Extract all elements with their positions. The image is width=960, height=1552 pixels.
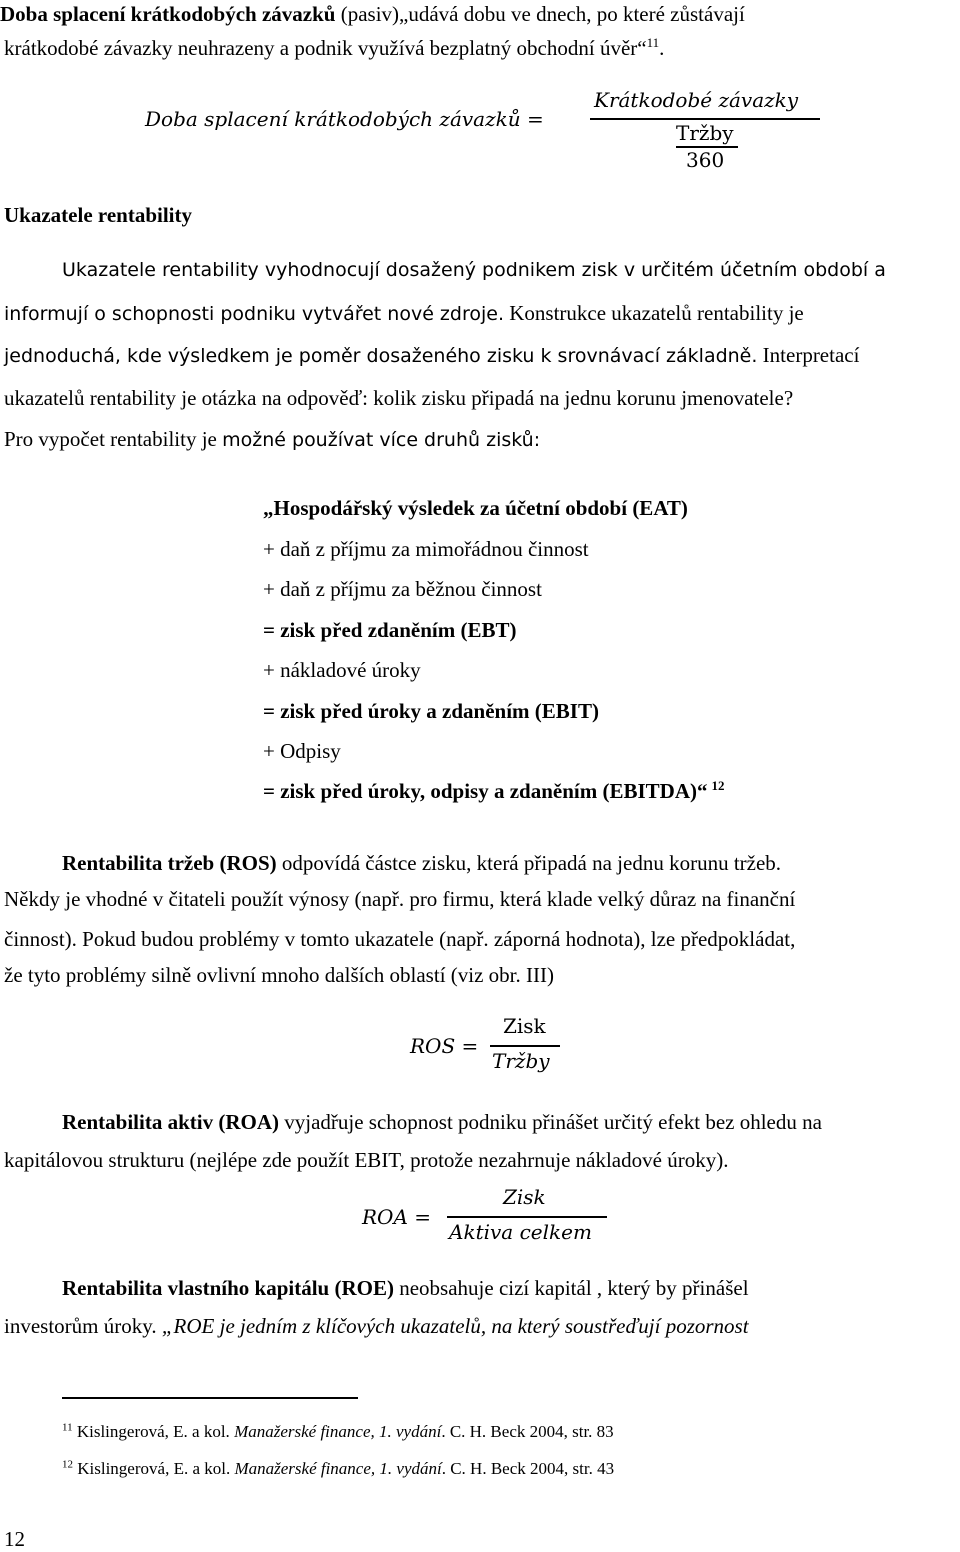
profit-list-item-text: = zisk před zdaněním (EBT)	[263, 618, 517, 642]
intro-line-1	[0, 2, 960, 27]
profit-list-item-text: = zisk před úroky a zdaněním (EBIT)	[263, 699, 599, 723]
roe-line-2	[4, 1314, 749, 1339]
footnote-11-post: . C. H. Beck 2004, str. 83	[441, 1422, 614, 1441]
ros-formula-lhs: ROS =	[410, 1034, 479, 1058]
footnote-12-post: . C. H. Beck 2004, str. 43	[441, 1459, 615, 1478]
intro-line-2	[4, 36, 960, 61]
formula1-lhs: Doba splacení krátkodobých závazků =	[145, 107, 544, 131]
para1-line-3a: jednoduchá, kde výsledkem je poměr dosaženého zisku k srovnávací základně.	[4, 345, 758, 367]
footnote-12	[62, 1459, 614, 1479]
roa-line-1-text: vyjadřuje schopnost podniku přinášet určitý efekt bez ohledu na	[279, 1110, 822, 1134]
footnote-12-pre: Kislingerová, E. a kol.	[73, 1459, 235, 1478]
roe-term: Rentabilita vlastního kapitálu (ROE)	[62, 1276, 394, 1300]
para1-line-5a: Pro vypočet rentability je	[4, 427, 223, 451]
ros-line-1	[62, 851, 781, 876]
roa-term: Rentabilita aktiv (ROA)	[62, 1110, 279, 1134]
profit-list-item-text: „Hospodářský výsledek za účetní období (EAT)	[263, 496, 688, 520]
footnote-11	[62, 1422, 614, 1442]
ros-line-4: že tyto problémy silně ovlivní mnoho dalších oblastí (viz obr. III)	[4, 963, 554, 987]
profit-list-item	[263, 618, 517, 643]
profit-list-item	[263, 537, 589, 562]
para1-line-2b: Konstrukce ukazatelů rentability je	[504, 301, 804, 325]
ros-formula-num: Zisk	[503, 1014, 546, 1038]
formula1-numerator: Krátkodobé závazky	[594, 88, 799, 112]
profit-list-item-text: + daň z příjmu za běžnou činnost	[263, 577, 542, 601]
para1-line-5b: možné používat více druhů zisků:	[222, 429, 541, 451]
page-number: 12	[4, 1527, 25, 1551]
profit-list-item	[263, 699, 599, 724]
formula1-den-num: Tržby	[676, 121, 734, 145]
roa-formula-num: Zisk	[503, 1185, 546, 1209]
para1-line-5	[4, 427, 540, 452]
intro-title-rest: (pasiv)„udává dobu ve dnech, po které zůstávají	[335, 2, 745, 26]
roe-quote: „ROE je jedním z klíčových ukazatelů, na který soustřeďují pozornost	[161, 1314, 749, 1338]
section-heading: Ukazatele rentability	[4, 203, 192, 227]
intro-title: Doba splacení krátkodobých závazků	[0, 2, 336, 26]
profit-list-item-text: + Odpisy	[263, 739, 341, 763]
roe-line-1-text: neobsahuje cizí kapitál , který by přinášel	[393, 1276, 749, 1300]
footnote-11-number: 11	[62, 1421, 73, 1434]
profit-list-item	[263, 658, 421, 683]
para1-line-2	[4, 301, 804, 326]
profit-list-item-text: + nákladové úroky	[263, 658, 421, 682]
roa-line-1	[62, 1110, 822, 1135]
profit-list-item	[263, 496, 688, 521]
roa-line-2: kapitálovou strukturu (nejlépe zde použít EBIT, protože nezahrnuje nákladové úroky).	[4, 1148, 729, 1172]
ros-line-3: činnost). Pokud budou problémy v tomto ukazatele (např. záporná hodnota), lze předpokládat,	[4, 927, 796, 951]
profit-list-item	[263, 577, 542, 602]
intro-line-2-text: krátkodobé závazky neuhrazeny a podnik využívá bezplatný obchodní úvěr“	[4, 36, 647, 60]
roa-formula-bar	[447, 1216, 607, 1218]
ros-line-1-text: odpovídá částce zisku, která připadá na jednu korunu tržeb.	[276, 851, 782, 875]
formula1-fraction-bar	[590, 118, 820, 120]
para1-line-4: ukazatelů rentability je otázka na odpověď: kolik zisku připadá na jednu korunu jmenovatele?	[4, 386, 794, 410]
footnote-ref-11: 11	[646, 35, 660, 50]
para1-line-2a: informují o schopnosti podniku vytvářet nové zdroje.	[4, 303, 504, 325]
footnote-12-number: 12	[62, 1458, 73, 1471]
ros-formula-den: Tržby	[492, 1049, 550, 1073]
para1-line-1: Ukazatele rentability vyhodnocují dosažený podnikem zisk v určitém účetním období a	[62, 259, 886, 281]
profit-list-item-text: = zisk před úroky, odpisy a zdaněním (EBITDA)“	[263, 779, 708, 803]
profit-list-item	[263, 779, 725, 804]
profit-list-item	[263, 739, 341, 764]
footnote-12-title: Manažerské finance, 1. vydání	[234, 1459, 442, 1478]
profit-list-item-text: + daň z příjmu za mimořádnou činnost	[263, 537, 589, 561]
ros-line-2: Někdy je vhodné v čitateli použít výnosy (např. pro firmu, která klade velký důraz na finanční	[4, 887, 796, 911]
roe-line-1	[62, 1276, 749, 1301]
ros-formula-bar	[490, 1045, 560, 1047]
footnote-separator	[62, 1397, 358, 1399]
para1-line-3b: Interpretací	[757, 343, 860, 367]
roa-formula-lhs: ROA =	[362, 1205, 432, 1229]
roa-formula-den: Aktiva celkem	[449, 1220, 592, 1244]
footnote-11-pre: Kislingerová, E. a kol.	[72, 1422, 235, 1441]
footnote-11-title: Manažerské finance, 1. vydání	[234, 1422, 442, 1441]
roe-line-2a: investorům úroky.	[4, 1314, 162, 1338]
formula1-den-den: 360	[686, 148, 725, 172]
footnote-ref-12: 12	[711, 778, 725, 793]
intro-line-2-end: .	[659, 36, 665, 60]
para1-line-3	[4, 343, 859, 368]
ros-term: Rentabilita tržeb (ROS)	[62, 851, 277, 875]
